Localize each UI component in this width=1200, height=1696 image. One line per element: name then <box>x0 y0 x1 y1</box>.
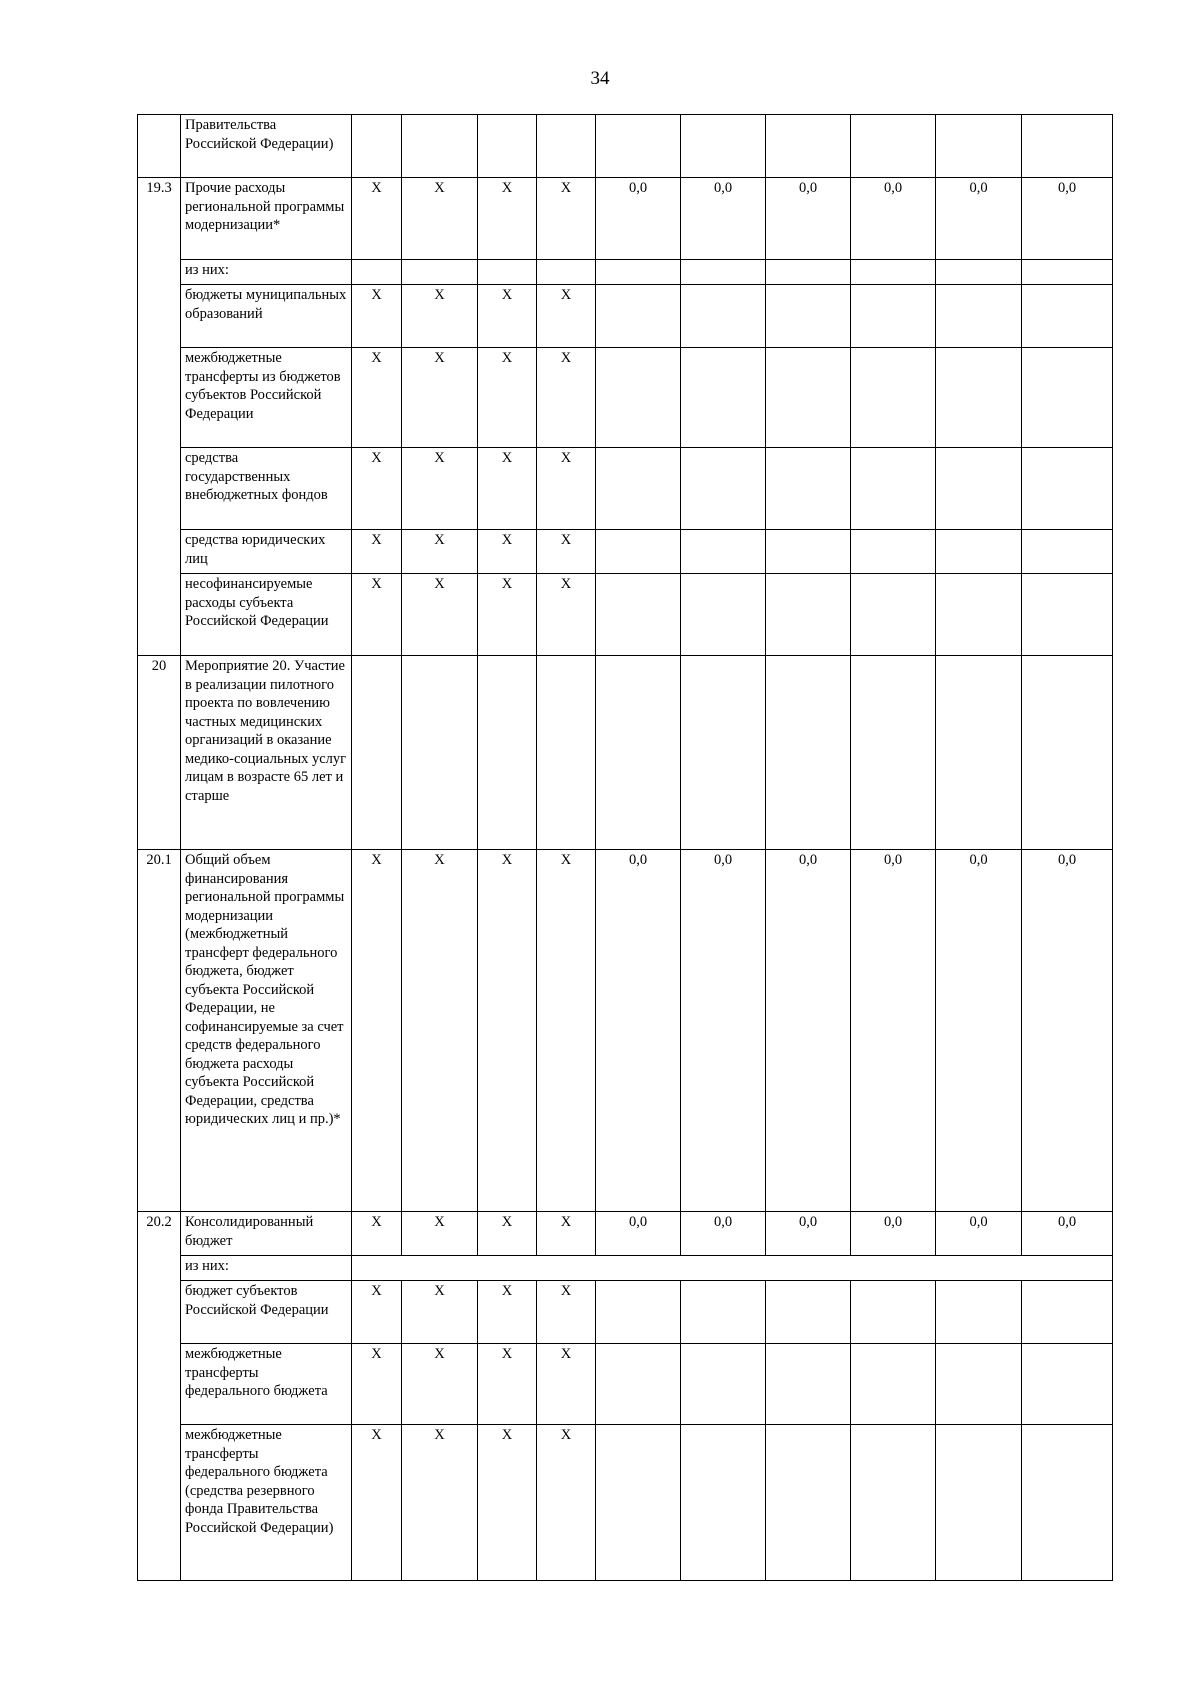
table-cell <box>936 1281 1022 1344</box>
table-cell <box>596 448 681 530</box>
table-cell: X <box>352 850 402 1212</box>
table-cell <box>766 348 851 448</box>
table-cell <box>596 260 681 285</box>
table-cell <box>766 260 851 285</box>
row-number <box>138 115 181 178</box>
table-cell: X <box>352 348 402 448</box>
page-number: 34 <box>590 68 610 89</box>
table-cell <box>936 448 1022 530</box>
row-label: Консолидированный бюджет <box>181 1212 352 1256</box>
table-cell <box>478 260 537 285</box>
table-cell: X <box>478 285 537 348</box>
row-label: из них: <box>181 1256 352 1281</box>
table-cell: X <box>478 574 537 656</box>
table-cell <box>681 1281 766 1344</box>
table-cell: 0,0 <box>936 850 1022 1212</box>
table-cell <box>681 115 766 178</box>
table-cell <box>936 285 1022 348</box>
table-cell: X <box>402 1212 478 1256</box>
table-cell <box>936 656 1022 850</box>
table-cell: 0,0 <box>596 850 681 1212</box>
row-label: бюджет субъектов Российской Федерации <box>181 1281 352 1344</box>
table-cell <box>681 285 766 348</box>
table-cell <box>402 115 478 178</box>
table-cell: X <box>402 530 478 574</box>
table-cell: X <box>478 1281 537 1344</box>
table-cell <box>1022 285 1113 348</box>
table-row <box>138 178 1113 260</box>
table-cell: X <box>478 1344 537 1425</box>
table-cell: 0,0 <box>851 850 936 1212</box>
table-cell <box>681 530 766 574</box>
table-cell: X <box>478 1212 537 1256</box>
table-cell: 0,0 <box>936 178 1022 260</box>
table-cell <box>1022 448 1113 530</box>
table-cell: X <box>537 348 596 448</box>
table-cell: X <box>537 178 596 260</box>
table-cell <box>851 285 936 348</box>
table-cell: 0,0 <box>851 1212 936 1256</box>
table-cell: X <box>537 850 596 1212</box>
table-cell <box>766 1344 851 1425</box>
row-label: средства государственных внебюджетных фондов <box>181 448 352 530</box>
row-label: несофинансируемые расходы субъекта Российской Федерации <box>181 574 352 656</box>
table-cell <box>766 285 851 348</box>
table-row <box>138 1256 1113 1281</box>
table-cell: X <box>402 1344 478 1425</box>
table-cell <box>478 656 537 850</box>
table-cell <box>537 260 596 285</box>
row-label: бюджеты муниципальных образований <box>181 285 352 348</box>
table-cell: 0,0 <box>766 850 851 1212</box>
table-cell: X <box>352 1425 402 1581</box>
table-cell: X <box>402 574 478 656</box>
table-cell <box>402 656 478 850</box>
table-cell <box>936 115 1022 178</box>
table-cell <box>1022 260 1113 285</box>
table-cell <box>766 1281 851 1344</box>
table-cell: X <box>352 178 402 260</box>
row-label: межбюджетные трансферты федерального бюджета <box>181 1344 352 1425</box>
table-cell <box>1022 1281 1113 1344</box>
table-cell: X <box>352 1212 402 1256</box>
table-cell <box>936 530 1022 574</box>
table-cell <box>766 1425 851 1581</box>
table-row <box>138 850 1113 1212</box>
table-cell: X <box>537 1281 596 1344</box>
table-cell: X <box>352 1281 402 1344</box>
table-cell <box>766 574 851 656</box>
table-cell <box>1022 656 1113 850</box>
row-label: средства юридических лиц <box>181 530 352 574</box>
table-cell: 0,0 <box>596 1212 681 1256</box>
table-cell: X <box>402 1425 478 1581</box>
table-cell: X <box>352 448 402 530</box>
table-cell <box>681 348 766 448</box>
budget-table <box>137 114 1113 1581</box>
table-cell <box>596 530 681 574</box>
table-cell <box>851 115 936 178</box>
table-cell: X <box>402 285 478 348</box>
table-cell <box>1022 574 1113 656</box>
row-label: межбюджетные трансферты федерального бюджета (средства резервного фонда Правительства Российской Федерации) <box>181 1425 352 1581</box>
table-cell <box>851 574 936 656</box>
table-cell <box>596 115 681 178</box>
table-cell <box>851 448 936 530</box>
table-cell: 0,0 <box>766 1212 851 1256</box>
table-cell <box>596 574 681 656</box>
table-row <box>138 574 1113 656</box>
table-row <box>138 260 1113 285</box>
row-label: из них: <box>181 260 352 285</box>
table-cell <box>537 656 596 850</box>
table-cell <box>596 348 681 448</box>
table-cell: 0,0 <box>596 178 681 260</box>
table-cell: X <box>537 574 596 656</box>
table-cell <box>851 656 936 850</box>
table-cell: X <box>478 1425 537 1581</box>
table-cell <box>936 348 1022 448</box>
table-cell <box>851 1281 936 1344</box>
table-cell <box>352 656 402 850</box>
table-cell <box>596 285 681 348</box>
table-cell <box>478 115 537 178</box>
table-row <box>138 448 1113 530</box>
table-cell: 0,0 <box>936 1212 1022 1256</box>
table-cell: X <box>352 530 402 574</box>
row-number: 19.3 <box>138 178 181 656</box>
table-cell <box>936 574 1022 656</box>
table-cell: X <box>352 285 402 348</box>
table-cell: X <box>478 850 537 1212</box>
table-row <box>138 1425 1113 1581</box>
table-row <box>138 285 1113 348</box>
table-cell <box>596 656 681 850</box>
table-row <box>138 656 1113 850</box>
table-row <box>138 530 1113 574</box>
table-cell <box>1022 1425 1113 1581</box>
row-label: Мероприятие 20. Участие в реализации пилотного проекта по вовлечению частных медицинских организаций в оказание медико-социальных услуг лицам в возрасте 65 лет и старше <box>181 656 352 850</box>
table-cell <box>352 115 402 178</box>
table-cell <box>1022 348 1113 448</box>
table-cell <box>352 1256 1113 1281</box>
table-cell: X <box>478 348 537 448</box>
table-cell: X <box>537 530 596 574</box>
row-label: Правительства Российской Федерации) <box>181 115 352 178</box>
table-cell <box>851 348 936 448</box>
table-cell <box>936 260 1022 285</box>
table-cell <box>402 260 478 285</box>
row-label: Прочие расходы региональной программы модернизации* <box>181 178 352 260</box>
table-cell <box>936 1425 1022 1581</box>
table-cell: 0,0 <box>1022 1212 1113 1256</box>
table-row <box>138 1212 1113 1256</box>
table-cell: X <box>402 1281 478 1344</box>
table-cell: X <box>352 1344 402 1425</box>
table-cell <box>1022 530 1113 574</box>
table-cell: X <box>402 850 478 1212</box>
table-cell <box>681 1344 766 1425</box>
table-cell: X <box>402 448 478 530</box>
table-cell: X <box>537 448 596 530</box>
table-cell <box>596 1344 681 1425</box>
table-cell <box>766 115 851 178</box>
row-label: Общий объем финансирования региональной программы модернизации (межбюджетный трансферт федерального бюджета, бюджет субъекта Российской Федерации, не софинансируемые за счет средств федерального бюджета расходы субъекта Российской Федерации, средства юридических лиц и пр.)* <box>181 850 352 1212</box>
table-cell: 0,0 <box>681 178 766 260</box>
row-number: 20 <box>138 656 181 850</box>
table-cell <box>681 574 766 656</box>
table-cell <box>766 448 851 530</box>
row-label: межбюджетные трансферты из бюджетов субъектов Российской Федерации <box>181 348 352 448</box>
table-cell <box>681 260 766 285</box>
table-cell <box>851 1425 936 1581</box>
row-number: 20.1 <box>138 850 181 1212</box>
table-cell: X <box>478 530 537 574</box>
table-cell: X <box>402 178 478 260</box>
table-cell <box>1022 1344 1113 1425</box>
table-cell <box>681 1425 766 1581</box>
table-row <box>138 1281 1113 1344</box>
table-cell <box>1022 115 1113 178</box>
table-cell: 0,0 <box>851 178 936 260</box>
table-cell: X <box>478 178 537 260</box>
table-cell: 0,0 <box>766 178 851 260</box>
table-cell <box>596 1281 681 1344</box>
table-cell: 0,0 <box>1022 178 1113 260</box>
table-cell: X <box>402 348 478 448</box>
table-cell <box>352 260 402 285</box>
table-cell <box>766 530 851 574</box>
table-cell <box>936 1344 1022 1425</box>
table-cell: X <box>478 448 537 530</box>
table-cell <box>537 115 596 178</box>
table-cell <box>596 1425 681 1581</box>
table-cell <box>681 656 766 850</box>
table-cell <box>851 1344 936 1425</box>
table-cell: 0,0 <box>681 1212 766 1256</box>
table-row <box>138 348 1113 448</box>
table-row <box>138 115 1113 178</box>
table-cell: 0,0 <box>1022 850 1113 1212</box>
table-row <box>138 1344 1113 1425</box>
table-cell: X <box>537 1212 596 1256</box>
table-cell <box>766 656 851 850</box>
table-cell <box>851 260 936 285</box>
table-cell: 0,0 <box>681 850 766 1212</box>
table-cell: X <box>537 1344 596 1425</box>
table-cell: X <box>352 574 402 656</box>
table-cell: X <box>537 285 596 348</box>
table-cell: X <box>537 1425 596 1581</box>
row-number: 20.2 <box>138 1212 181 1581</box>
table-cell <box>851 530 936 574</box>
table-cell <box>681 448 766 530</box>
